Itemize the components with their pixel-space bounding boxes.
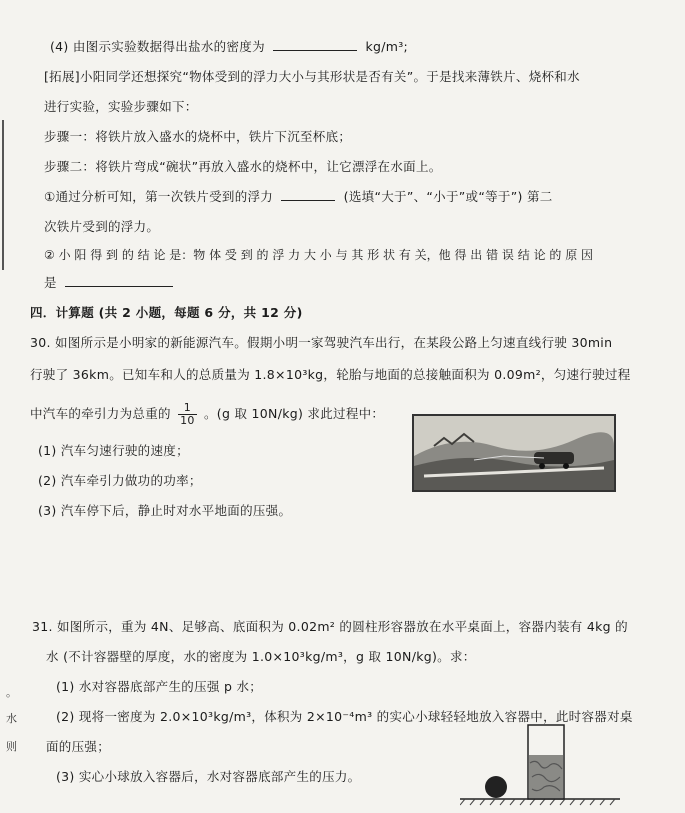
q30-fraction-denominator: 10 [180, 414, 195, 427]
q31-sub2: (2) 现将一密度为 2.0×10³kg/m³，体积为 2×10⁻⁴m³ 的实心小球轻轻地放入容器中，此时容器对桌 [56, 709, 633, 724]
extension-line2: 进行实验，实验步骤如下： [44, 99, 198, 114]
extension-line1: [拓展]小阳同学还想探究“物体受到的浮力大小与其形状是否有关”。于是找来薄铁片、烧杯和水 [44, 69, 580, 84]
q30-sub2: (2) 汽车牵引力做功的功率； [38, 473, 202, 488]
q30-line3 [30, 402, 384, 427]
car-photo [412, 414, 616, 492]
extension-item1-text: ①通过分析可知，第一次铁片受到的浮力 [44, 189, 274, 204]
q31-sub3: (3) 实心小球放入容器后，水对容器底部产生的压力。 [56, 769, 361, 784]
extension-item1-cont: 次铁片受到的浮力。 [44, 219, 160, 234]
q4-answer-blank[interactable] [273, 38, 357, 51]
edge-char-3: 则 [6, 740, 17, 753]
q31-sub1: (1) 水对容器底部产生的压强 p 水； [56, 679, 263, 694]
edge-char-2: 水 [6, 712, 17, 725]
extension-item2-blank[interactable] [65, 274, 173, 287]
q4-unit: kg/m³; [365, 39, 409, 54]
q30-line3-tail: 。(g 取 10N/kg) 求此过程中： [203, 406, 385, 421]
extension-item2-cont [44, 274, 177, 292]
extension-item2-prefix: 是 [44, 275, 57, 290]
q30-sub3: (3) 汽车停下后，静止时对水平地面的压强。 [38, 503, 292, 518]
extension-step2: 步骤二：将铁片弯成“碗状”再放入盛水的烧杯中，让它漂浮在水面上。 [44, 159, 442, 174]
q30-line1: 30. 如图所示是小明家的新能源汽车。假期小明一家驾驶汽车出行，在某段公路上匀速直线行驶 30min [30, 335, 613, 350]
extension-item1 [44, 188, 553, 206]
q30-line2: 行驶了 36km。已知车和人的总质量为 1.8×10³kg，轮胎与地面的总接触面积为 0.09m²，匀速行驶过程 [30, 367, 631, 382]
extension-step1: 步骤一：将铁片放入盛水的烧杯中，铁片下沉至杯底； [44, 129, 352, 144]
edge-char-1: 。 [6, 686, 17, 699]
q31-line1: 31. 如图所示，重为 4N、足够高、底面积为 0.02m² 的圆柱形容器放在水平桌面上，容器内装有 4kg 的 [32, 619, 628, 634]
car-photo-scene [414, 416, 614, 490]
container-diagram [460, 715, 620, 809]
q4-prefix: (4) 由图示实验数据得出盐水的密度为 [50, 39, 265, 54]
extension-item2: ② 小 阳 得 到 的 结 论 是：物 体 受 到 的 浮 力 大 小 与 其 形 状 有 关，他 得 出 错 误 结 论 的 原 因 [44, 248, 594, 262]
q30-line3-text: 中汽车的牵引力为总重的 [30, 406, 171, 421]
q30-sub1: (1) 汽车匀速行驶的速度； [38, 443, 189, 458]
extension-item1-options: (选填“大于”、“小于”或“等于”) 第二 [343, 189, 553, 204]
q31-line2: 水 (不计容器壁的厚度，水的密度为 1.0×10³kg/m³，g 取 10N/kg)。求： [46, 649, 476, 664]
section4-title: 四．计算题 (共 2 小题，每题 6 分，共 12 分) [30, 305, 303, 320]
q4-line [50, 38, 408, 56]
container-figure [460, 715, 620, 809]
q31-sub2-cont: 面的压强； [46, 739, 111, 754]
left-margin-bar [2, 120, 4, 270]
extension-item1-blank[interactable] [281, 188, 335, 201]
q30-fraction [178, 402, 197, 427]
q30-fraction-numerator: 1 [178, 402, 197, 415]
